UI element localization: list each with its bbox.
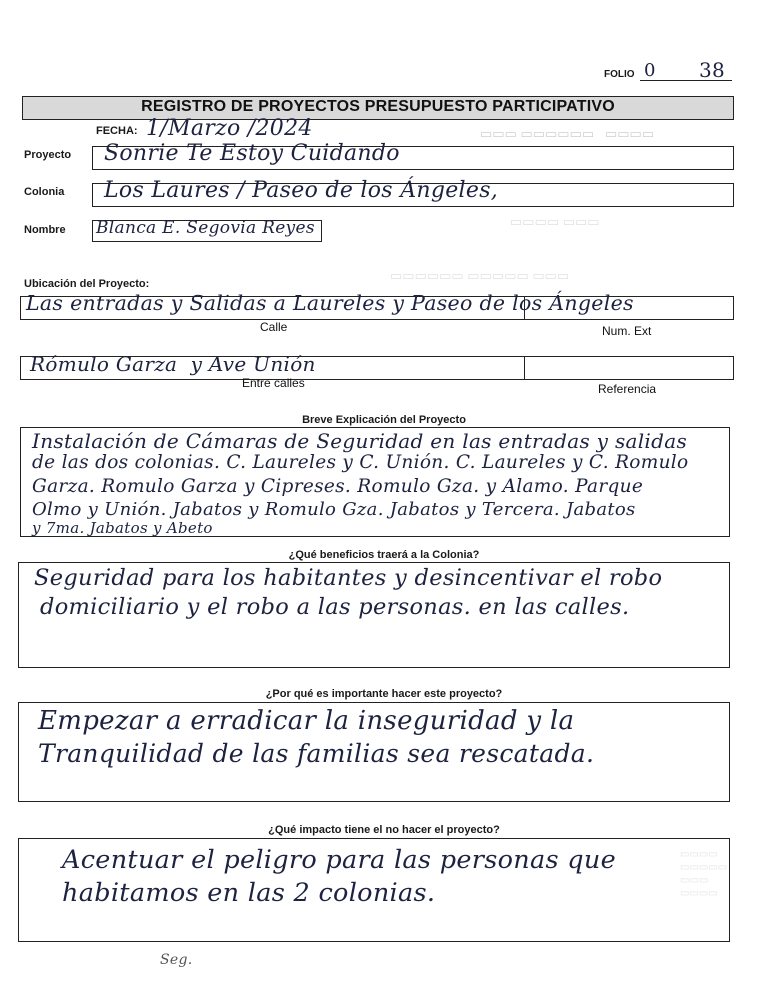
nombre-value: Blanca E. Segovia Reyes <box>96 218 315 238</box>
importancia-line-1: Empezar a erradicar la inseguridad y la <box>38 706 575 736</box>
folio-prefix: 0 <box>644 60 656 81</box>
entre-calles-label: Entre calles <box>242 376 305 390</box>
impacto-label: ¿Qué impacto tiene el no hacer el proyecto? <box>268 824 500 836</box>
explicacion-line-5: y 7ma. Jabatos y Abeto <box>32 519 213 537</box>
bleed-through-marks-3: ▭▭▭▭▭▭ ▭▭▭▭▭ ▭▭▭ <box>390 268 570 283</box>
bleed-through-marks-2: ▭▭▭▭ ▭▭▭ <box>510 214 600 229</box>
form-title: REGISTRO DE PROYECTOS PRESUPUESTO PARTICIPATIVO <box>141 98 615 115</box>
explicacion-line-4: Olmo y Unión. Jabatos y Romulo Gza. Jabatos y Tercera. Jabatos <box>32 499 636 520</box>
impacto-line-2: habitamos en las 2 colonias. <box>62 878 436 908</box>
explicacion-line-3: Garza. Romulo Garza y Cipreses. Romulo Gza. y Alamo. Parque <box>32 476 644 497</box>
folio-number: 38 <box>699 58 726 82</box>
impacto-line-1: Acentuar el peligro para las personas que <box>62 845 617 875</box>
footer-note: Seg. <box>160 952 193 968</box>
calle-value: Las entradas y Salidas a Laureles y Paseo de los Ángeles <box>26 291 634 315</box>
importancia-label: ¿Por qué es importante hacer este proyecto? <box>265 688 503 700</box>
bleed-through-marks-4: ▭▭▭▭ ▭▭▭▭▭ ▭▭▭ ▭▭▭▭ <box>680 849 728 899</box>
referencia-field <box>524 356 734 380</box>
colonia-label: Colonia <box>24 186 65 198</box>
bleed-through-marks: ▭▭▭ ▭▭▭▭▭▭ ▭▭▭▭ <box>480 126 655 141</box>
form-title-bar <box>22 96 734 120</box>
explicacion-line-1: Instalación de Cámaras de Seguridad en las entradas y salidas <box>32 429 688 453</box>
explicacion-line-2: de las dos colonias. C. Laureles y C. Unión. C. Laureles y C. Romulo <box>32 452 689 473</box>
proyecto-label: Proyecto <box>24 149 72 161</box>
beneficios-line-1: Seguridad para los habitantes y desincentivar el robo <box>34 565 663 591</box>
calle-label: Calle <box>260 320 288 334</box>
colonia-value: Los Laures / Paseo de los Ángeles, <box>104 178 499 203</box>
beneficios-label: ¿Qué beneficios traerá a la Colonia? <box>288 549 480 561</box>
beneficios-line-2: domiciliario y el robo a las personas. en las calles. <box>40 594 630 620</box>
explicacion-label: Breve Explicación del Proyecto <box>302 414 466 426</box>
referencia-label: Referencia <box>598 382 657 396</box>
folio-label: FOLIO <box>604 69 635 80</box>
fecha-label: FECHA: <box>96 125 138 137</box>
ubicacion-label: Ubicación del Proyecto: <box>24 278 150 290</box>
folio-underline <box>640 80 732 81</box>
entre-calles-value: Rómulo Garza y Ave Unión <box>30 352 316 376</box>
num-ext-label: Num. Ext <box>602 324 652 338</box>
nombre-label: Nombre <box>24 224 66 236</box>
importancia-line-2: Tranquilidad de las familias sea rescatada. <box>38 739 595 768</box>
proyecto-value: Sonrie Te Estoy Cuidando <box>104 141 400 166</box>
fecha-value: 1/Marzo /2024 <box>146 116 313 141</box>
